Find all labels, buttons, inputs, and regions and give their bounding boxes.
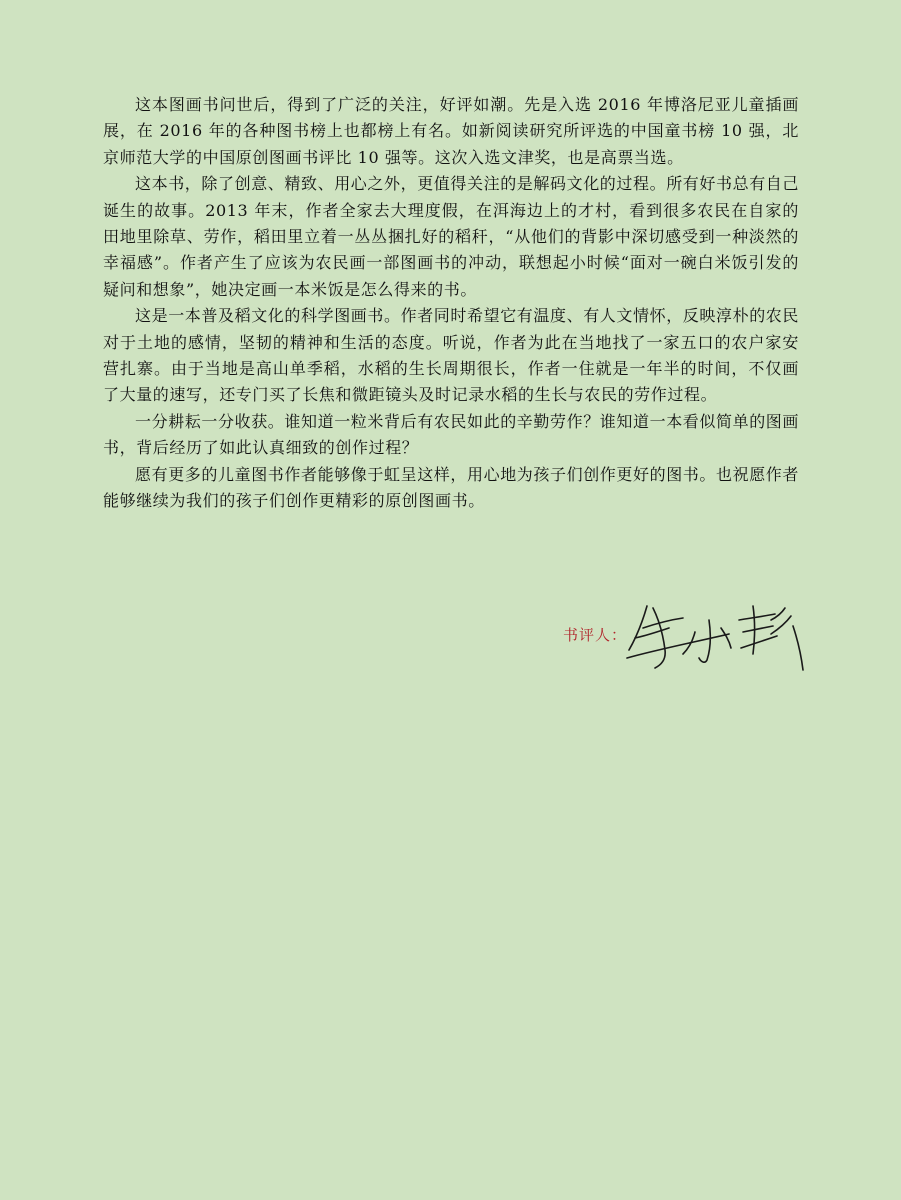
paragraph-4: 一分耕耘一分收获。谁知道一粒米背后有农民如此的辛勤劳作？谁知道一本看似简单的图画书，背后经历了如此认真细致的创作过程？ [103,411,800,458]
paragraph-2: 这本书，除了创意、精致、用心之外，更值得关注的是解码文化的过程。所有好书总有自己诞生的故事。2013 年末，作者全家去大理度假，在洱海边上的才村，看到很多农民在自家的田地里除草、劳作，稻田里立着一丛丛捆扎好的稻秆，“从他们的背影中深切感受到一种淡然的幸福感”。作者产生了应该为农民画一部图画书的冲动，联想起小时候“面对一碗白米饭引发的疑问和想象”，她决定画一本米饭是怎么得来的书。 [103,174,800,299]
handwritten-signature [625,598,815,676]
reviewer-label: 书评人： [563,626,628,644]
paragraph-1: 这本图画书问世后，得到了广泛的关注，好评如潮。先是入选 2016 年博洛尼亚儿童插画展，在 2016 年的各种图书榜上也都榜上有名。如新阅读研究所评选的中国童书榜 10 强，北京师范大学的中国原创图画书评比 10 强等。这次入选文津奖，也是高票当选。 [103,95,799,167]
reviewer-block [563,598,823,678]
paragraph-5: 愿有更多的儿童图书作者能够像于虹呈这样，用心地为孩子们创作更好的图书。也祝愿作者能够继续为我们的孩子们创作更精彩的原创图画书。 [103,464,800,511]
article-body [103,92,799,515]
paragraph-3: 这是一本普及稻文化的科学图画书。作者同时希望它有温度、有人文情怀，反映淳朴的农民对于土地的感情，坚韧的精神和生活的态度。听说，作者为此在当地找了一家五口的农户家安营扎寨。由于当地是高山单季稻，水稻的生长周期很长，作者一住就是一年半的时间，不仅画了大量的速写，还专门买了长焦和微距镜头及时记录水稻的生长与农民的劳作过程。 [103,306,800,405]
